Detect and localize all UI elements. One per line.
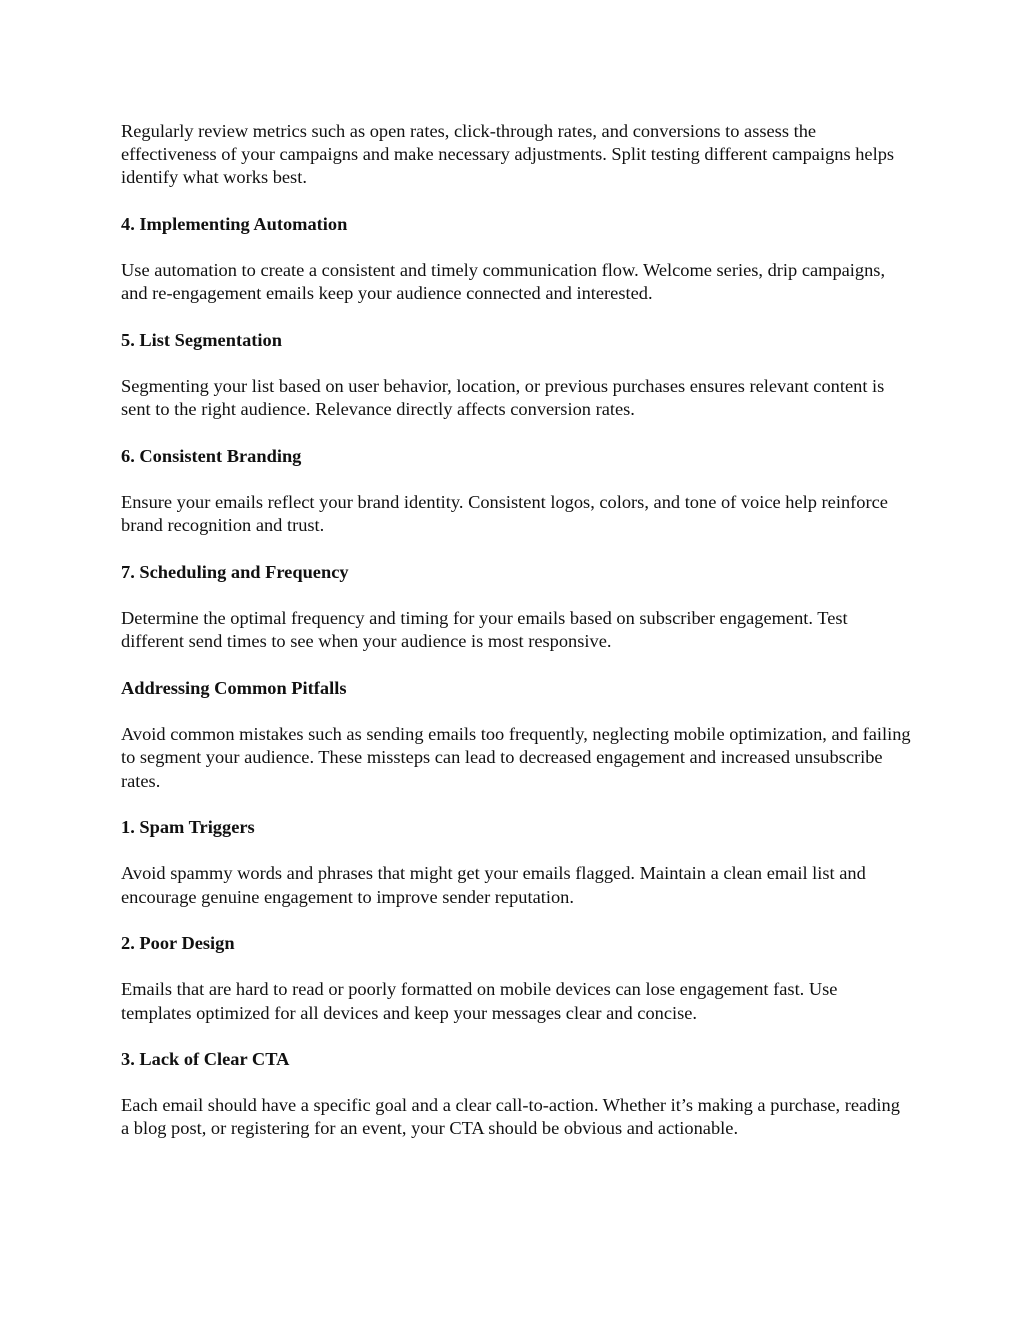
heading-scheduling-frequency: 7. Scheduling and Frequency <box>121 561 349 582</box>
paragraph-spam-triggers: Avoid spammy words and phrases that might get your emails flagged. Maintain a clean email list and encourage genuine engagement to improve sender reputation. <box>121 863 866 907</box>
heading-lack-of-clear-cta: 3. Lack of Clear CTA <box>121 1048 290 1069</box>
heading-poor-design: 2. Poor Design <box>121 932 235 953</box>
paragraph-segmentation: Segmenting your list based on user behavior, location, or previous purchases ensures relevant content is sent to the right audience. Relevance directly affects conversion rates. <box>121 376 885 420</box>
heading-common-pitfalls: Addressing Common Pitfalls <box>121 677 347 698</box>
heading-implementing-automation: 4. Implementing Automation <box>121 213 348 234</box>
heading-consistent-branding: 6. Consistent Branding <box>121 445 302 466</box>
paragraph-scheduling: Determine the optimal frequency and timing for your emails based on subscriber engagement. Test different send times to see when your audience is most responsive. <box>121 608 848 652</box>
paragraph-metrics-review: Regularly review metrics such as open rates, click-through rates, and conversions to assess the effectiveness of your campaigns and make necessary adjustments. Split testing different campaigns helps identify what works best. <box>121 121 895 188</box>
heading-spam-triggers: 1. Spam Triggers <box>121 816 255 837</box>
paragraph-pitfalls: Avoid common mistakes such as sending emails too frequently, neglecting mobile optimization, and failing to segment your audience. These missteps can lead to decreased engagement and increased unsubscribe rates. <box>121 724 911 791</box>
paragraph-clear-cta: Each email should have a specific goal and a clear call-to-action. Whether it’s making a purchase, reading a blog post, or registering for an event, your CTA should be obvious and actionable. <box>121 1095 900 1139</box>
document-body <box>121 120 911 1164</box>
paragraph-poor-design: Emails that are hard to read or poorly formatted on mobile devices can lose engagement fast. Use templates optimized for all devices and keep your messages clear and concise. <box>121 979 838 1023</box>
heading-list-segmentation: 5. List Segmentation <box>121 329 282 350</box>
paragraph-branding: Ensure your emails reflect your brand identity. Consistent logos, colors, and tone of voice help reinforce brand recognition and trust. <box>121 492 888 536</box>
paragraph-automation: Use automation to create a consistent and timely communication flow. Welcome series, drip campaigns, and re-engagement emails keep your audience connected and interested. <box>121 260 886 304</box>
